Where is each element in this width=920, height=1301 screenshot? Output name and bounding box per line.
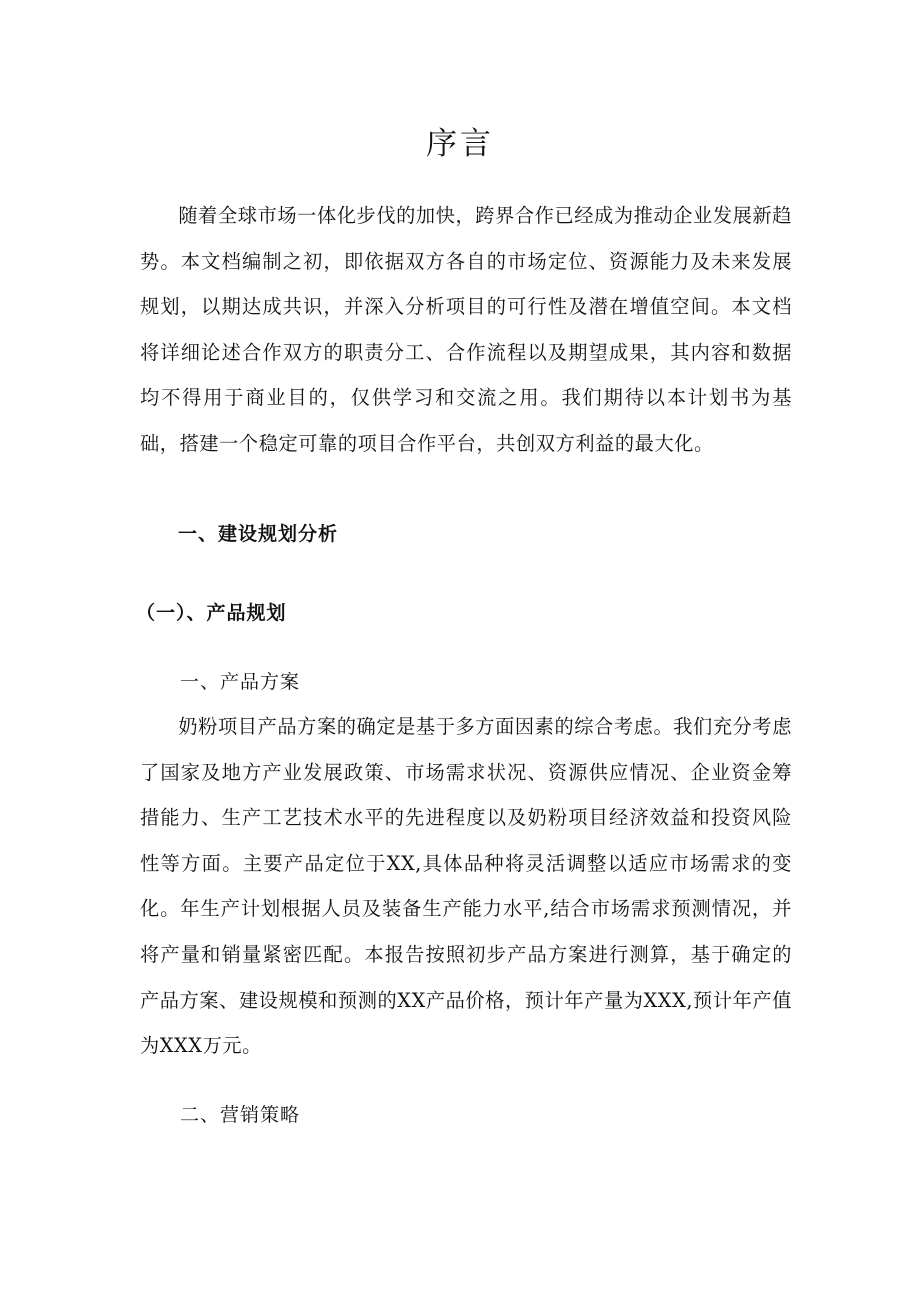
- page-title: 序言: [426, 126, 494, 162]
- item-heading-product-plan: 一、产品方案: [180, 671, 301, 693]
- preface-paragraph: 随着全球市场一体化步伐的加快，跨界合作已经成为推动企业发展新趋势。本文档编制之初，即依据双方各自的市场定位、资源能力及未来发展规划，以期达成共识，并深入分析项目的可行性及潜在增值空间。本文档将详细论述合作双方的职责分工、合作流程以及期望成果，其内容和数据均不得用于商业目的，仅供学习和交流之用。我们期待以本计划书为基础，搭建一个稳定可靠的项目合作平台，共创双方利益的最大化。: [140, 204, 792, 455]
- subsection-heading-product-planning: （一）、产品规划: [136, 602, 287, 624]
- product-plan-paragraph: 奶粉项目产品方案的确定是基于多方面因素的综合考虑。我们充分考虑了国家及地方产业发展政策、市场需求状况、资源供应情况、企业资金筹措能力、生产工艺技术水平的先进程度以及奶粉项目经济效益和投资风险性等方面。主要产品定位于XX,具体品种将灵活调整以适应市场需求的变化。年生产计划根据人员及装备生产能力水平,结合市场需求预测情况，并将产量和销量紧密匹配。本报告按照初步产品方案进行测算，基于确定的产品方案、建设规模和预测的XX产品价格，预计年产量为XXX,预计年产值为XXX万元。: [140, 715, 792, 1058]
- item-heading-marketing-strategy: 二、营销策略: [180, 1104, 301, 1126]
- section-heading-construction-planning: 一、建设规划分析: [178, 523, 339, 545]
